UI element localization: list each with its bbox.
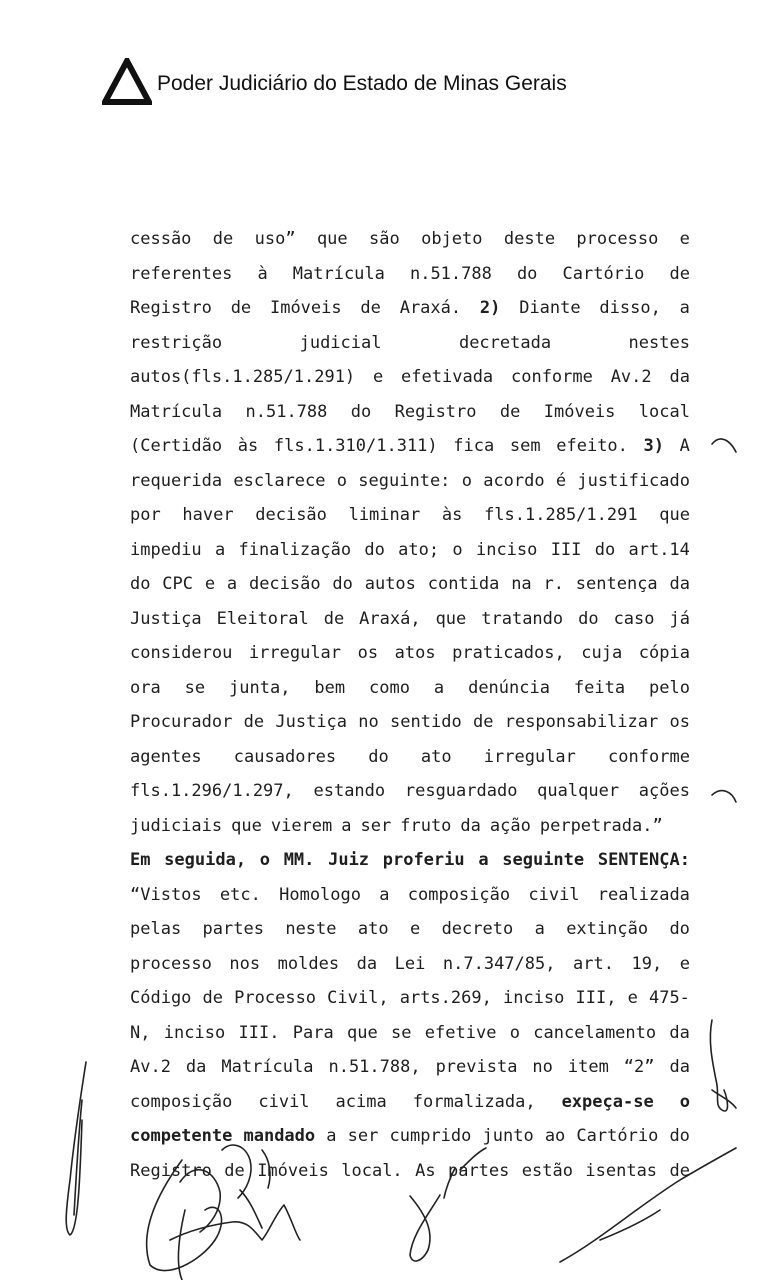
word: realizada: [597, 884, 690, 905]
text-line: [130, 947, 690, 982]
word: Em: [130, 850, 151, 870]
word: cópia: [638, 643, 690, 663]
text-line: [130, 395, 690, 430]
text-line: [130, 671, 690, 706]
word: Lei: [394, 953, 426, 974]
text-line: [130, 429, 690, 464]
word: sentido: [390, 712, 462, 732]
word: de: [360, 298, 381, 318]
word: Registro: [394, 401, 477, 422]
word: restrição: [130, 332, 223, 353]
word: mandado: [243, 1126, 316, 1146]
word: III,: [575, 988, 617, 1008]
word: civil: [258, 1091, 310, 1112]
word: ato: [420, 746, 452, 767]
word: composição: [407, 884, 511, 905]
word: Av.2: [130, 1057, 171, 1077]
word: da: [669, 1022, 690, 1043]
word: ações: [638, 781, 690, 801]
word: local.: [341, 1160, 403, 1181]
word: que: [316, 229, 348, 249]
word: o: [461, 470, 472, 491]
word: a: [534, 919, 545, 939]
word: finalização: [238, 539, 352, 560]
word: decisão: [255, 505, 327, 525]
word: ao: [544, 1126, 566, 1146]
word: N,: [130, 1022, 151, 1043]
word: n.51.788: [409, 263, 492, 284]
word: impediu: [130, 539, 202, 560]
word: da: [669, 1057, 690, 1077]
word: “2”: [623, 1057, 655, 1077]
word: inciso: [163, 1022, 226, 1043]
word: composição: [130, 1091, 233, 1112]
word: disso,: [599, 298, 661, 318]
word: decretada: [458, 332, 552, 353]
word: estando: [313, 781, 386, 801]
word: 475-: [648, 988, 690, 1008]
word: resguardado: [404, 781, 518, 801]
word: de: [212, 229, 234, 249]
word: Imóveis: [543, 401, 616, 422]
word: A: [679, 436, 690, 456]
word: a: [379, 884, 390, 905]
word: são: [369, 229, 400, 249]
word: se: [391, 1022, 412, 1043]
word: e: [409, 919, 421, 939]
word: n.7.347/85,: [442, 953, 556, 974]
word: se: [184, 677, 206, 698]
word: etc.: [219, 884, 261, 905]
word: do: [669, 919, 690, 939]
text-line: [130, 360, 690, 395]
word: Processo: [234, 988, 317, 1008]
word: de: [669, 1160, 690, 1181]
word: que: [659, 505, 690, 525]
word: e: [627, 988, 638, 1008]
word: e: [204, 574, 216, 594]
word: Matrícula: [221, 1057, 314, 1077]
word: efeito.: [556, 436, 628, 456]
text-line: [130, 1154, 690, 1189]
word: Justiça: [275, 712, 348, 732]
word: proferiu: [382, 850, 465, 870]
word: item: [567, 1057, 609, 1077]
word: Imóveis: [269, 298, 342, 318]
word: Juiz: [328, 850, 370, 870]
word: e: [372, 367, 384, 387]
word: MM.: [283, 850, 315, 870]
word: conforme: [510, 367, 593, 387]
word: (Certidão: [130, 436, 223, 456]
word: III: [550, 539, 582, 560]
word: de: [224, 1160, 245, 1181]
word: r.: [543, 574, 564, 594]
word: a: [433, 677, 445, 698]
word: atos: [394, 643, 436, 663]
word: conforme: [608, 746, 690, 767]
word: como: [369, 677, 410, 698]
word: cancelamento: [533, 1022, 657, 1043]
word: moldes: [277, 953, 340, 974]
word: Registro: [130, 1160, 212, 1181]
word: partes: [447, 1160, 510, 1181]
word: 19,: [631, 953, 663, 974]
word: autos(fls.1.285/1.291): [130, 367, 356, 387]
word: que: [435, 608, 467, 629]
word: de: [202, 988, 224, 1008]
text-line: [130, 981, 690, 1016]
text-line: [130, 291, 690, 326]
word: a: [214, 539, 226, 560]
word: de: [243, 712, 265, 732]
word: contida: [427, 574, 500, 594]
word: do: [350, 401, 372, 422]
word: seguinte: [502, 850, 585, 870]
word: da: [356, 953, 378, 974]
word: civil: [528, 884, 580, 905]
word: 2): [479, 298, 501, 318]
word: isentas: [585, 1160, 658, 1181]
word: de: [499, 401, 521, 422]
text-line: [130, 1119, 690, 1154]
word: CPC: [162, 574, 194, 594]
text-line: [130, 1050, 690, 1085]
word: a: [341, 815, 352, 836]
word: n.51.788: [245, 401, 328, 422]
word: junta,: [229, 677, 291, 698]
triangle-logo-icon: [102, 58, 152, 106]
word: seguida,: [164, 850, 247, 870]
word: às: [237, 436, 259, 456]
word: é: [555, 470, 567, 491]
word: fls.1.285/1.291: [484, 505, 638, 525]
word: prevista: [435, 1057, 518, 1077]
word: qualquer: [537, 781, 620, 801]
word: que: [347, 1022, 378, 1043]
word: ato;: [398, 539, 440, 560]
word: expeça-se: [561, 1091, 654, 1112]
word: da: [669, 574, 690, 594]
word: fls.1.296/1.297,: [130, 781, 294, 801]
word: Civil,: [327, 988, 389, 1008]
word: ato: [357, 919, 389, 939]
word: fls.1.310/1.311): [273, 436, 438, 456]
word: e: [679, 953, 690, 974]
word: competente: [130, 1126, 233, 1146]
word: ser: [347, 1126, 379, 1146]
page-header: [102, 58, 567, 106]
word: Para: [292, 1022, 334, 1043]
word: ora: [130, 677, 161, 698]
word: do: [516, 263, 538, 284]
word: sentença: [575, 574, 658, 594]
word: cuja: [581, 643, 623, 663]
word: esclarece: [233, 470, 326, 491]
word: haver: [182, 505, 234, 525]
word: do: [332, 574, 353, 594]
court-name: Poder Judiciário do Estado de Minas Gerais: [157, 72, 567, 95]
word: os: [669, 712, 690, 732]
word: o: [452, 539, 463, 560]
word: fica: [453, 436, 495, 456]
word: considerou: [130, 643, 233, 663]
word: no: [532, 1057, 553, 1077]
word: judiciais: [130, 815, 223, 836]
word: neste: [285, 919, 337, 939]
word: pelas: [130, 919, 182, 939]
word: Homologo: [279, 884, 361, 905]
word: estão: [521, 1160, 573, 1181]
word: decisão: [248, 574, 321, 594]
word: partes: [202, 919, 264, 939]
word: Matrícula: [130, 401, 223, 422]
word: os: [357, 643, 379, 663]
word: bem: [314, 677, 346, 698]
word: liminar: [348, 505, 421, 525]
word: da: [460, 815, 481, 836]
text-line: [130, 774, 690, 809]
text-line: [130, 464, 690, 499]
word: por: [130, 505, 161, 525]
word: inciso: [502, 988, 565, 1008]
word: judicial: [299, 332, 382, 353]
word: que: [231, 815, 262, 836]
word: do: [578, 608, 599, 629]
word: inciso: [475, 539, 538, 560]
word: da: [669, 367, 690, 387]
word: de: [669, 263, 690, 284]
word: justificado: [577, 470, 690, 491]
word: Araxá,: [359, 608, 421, 629]
word: Cartório: [576, 1126, 659, 1146]
word: de: [472, 712, 494, 732]
word: local: [638, 401, 690, 422]
word: a: [226, 574, 238, 594]
word: autos: [364, 574, 416, 594]
word: sem: [509, 436, 541, 456]
word: nestes: [628, 332, 690, 353]
word: extinção: [566, 919, 649, 939]
word: da: [185, 1057, 207, 1077]
word: fruto: [400, 815, 452, 836]
word: a: [326, 1126, 337, 1146]
text-line: [130, 257, 690, 292]
word: a: [679, 298, 690, 318]
text-line: [130, 567, 690, 602]
word: tratando: [481, 608, 564, 629]
word: Diante: [519, 298, 581, 318]
word: objeto: [421, 229, 483, 249]
word: Matrícula: [292, 263, 385, 284]
word: acima: [335, 1091, 387, 1112]
word: uso”: [254, 229, 296, 249]
word: formalizada,: [412, 1091, 536, 1112]
word: Justiça: [130, 608, 202, 629]
word: irregular: [483, 746, 576, 767]
word: e: [679, 229, 690, 249]
word: a: [478, 850, 489, 870]
word: o: [679, 1091, 690, 1112]
word: 3): [643, 436, 665, 456]
word: nos: [229, 953, 261, 974]
word: junto: [482, 1126, 534, 1146]
word: efetivada: [401, 367, 494, 387]
word: cumprido: [389, 1126, 472, 1146]
word: art.14: [628, 539, 690, 560]
word: à: [257, 263, 268, 284]
word: responsabilizar: [504, 712, 659, 732]
word: “Vistos: [130, 884, 202, 905]
word: requerida: [130, 470, 223, 491]
word: perpetrada.”: [539, 815, 663, 836]
word: na: [511, 574, 532, 594]
word: ação: [489, 815, 531, 836]
word: Procurador: [130, 712, 233, 732]
word: caso: [613, 608, 655, 629]
text-line: [130, 498, 690, 533]
word: deste: [503, 229, 556, 249]
word: de: [323, 608, 345, 629]
word: cessão: [130, 229, 192, 249]
text-line: [130, 912, 690, 947]
word: seguinte:: [358, 470, 451, 491]
word: Código: [130, 988, 192, 1008]
word: vierem: [270, 815, 333, 836]
word: já: [669, 608, 690, 629]
word: processo: [576, 229, 659, 249]
text-line: [130, 222, 690, 257]
word: Cartório: [562, 263, 645, 284]
word: de: [230, 298, 252, 318]
document-body: [130, 222, 690, 1188]
word: praticados,: [452, 643, 565, 663]
word: Eleitoral: [216, 608, 309, 629]
word: causadores: [233, 746, 337, 767]
text-line: [130, 809, 690, 844]
word: referentes: [130, 263, 233, 284]
word: feita: [573, 677, 626, 698]
text-line: [130, 1085, 690, 1120]
text-line: [130, 636, 690, 671]
word: o: [336, 470, 348, 491]
word: ser: [360, 815, 392, 836]
word: arts.269,: [399, 988, 492, 1008]
word: Av.2: [610, 367, 652, 387]
word: do: [130, 574, 151, 594]
text-line: [130, 1016, 690, 1051]
word: irregular: [248, 643, 342, 663]
word: Registro: [130, 298, 212, 318]
text-line: [130, 533, 690, 568]
text-line: [130, 878, 690, 913]
word: às: [441, 505, 463, 525]
word: art.: [573, 953, 614, 974]
word: o: [509, 1022, 520, 1043]
text-line: [130, 602, 690, 637]
word: agentes: [130, 746, 202, 767]
text-line: [130, 740, 690, 775]
word: do: [669, 1126, 690, 1146]
word: decreto: [441, 919, 514, 939]
word: do: [368, 746, 389, 767]
word: n.51.788,: [328, 1057, 421, 1077]
word: III.: [238, 1022, 280, 1043]
text-line: [130, 843, 690, 878]
word: Araxá.: [399, 298, 462, 318]
word: pelo: [649, 677, 690, 698]
text-line: [130, 705, 690, 740]
word: acordo: [483, 470, 545, 491]
text-line: [130, 326, 690, 361]
word: SENTENÇA:: [597, 850, 690, 870]
word: o: [259, 850, 270, 870]
word: no: [358, 712, 379, 732]
word: do: [364, 539, 385, 560]
word: do: [594, 539, 616, 560]
word: efetive: [424, 1022, 497, 1043]
word: As: [415, 1160, 436, 1181]
word: denúncia: [468, 677, 550, 698]
word: processo: [130, 953, 212, 974]
word: Imóveis: [257, 1160, 329, 1181]
